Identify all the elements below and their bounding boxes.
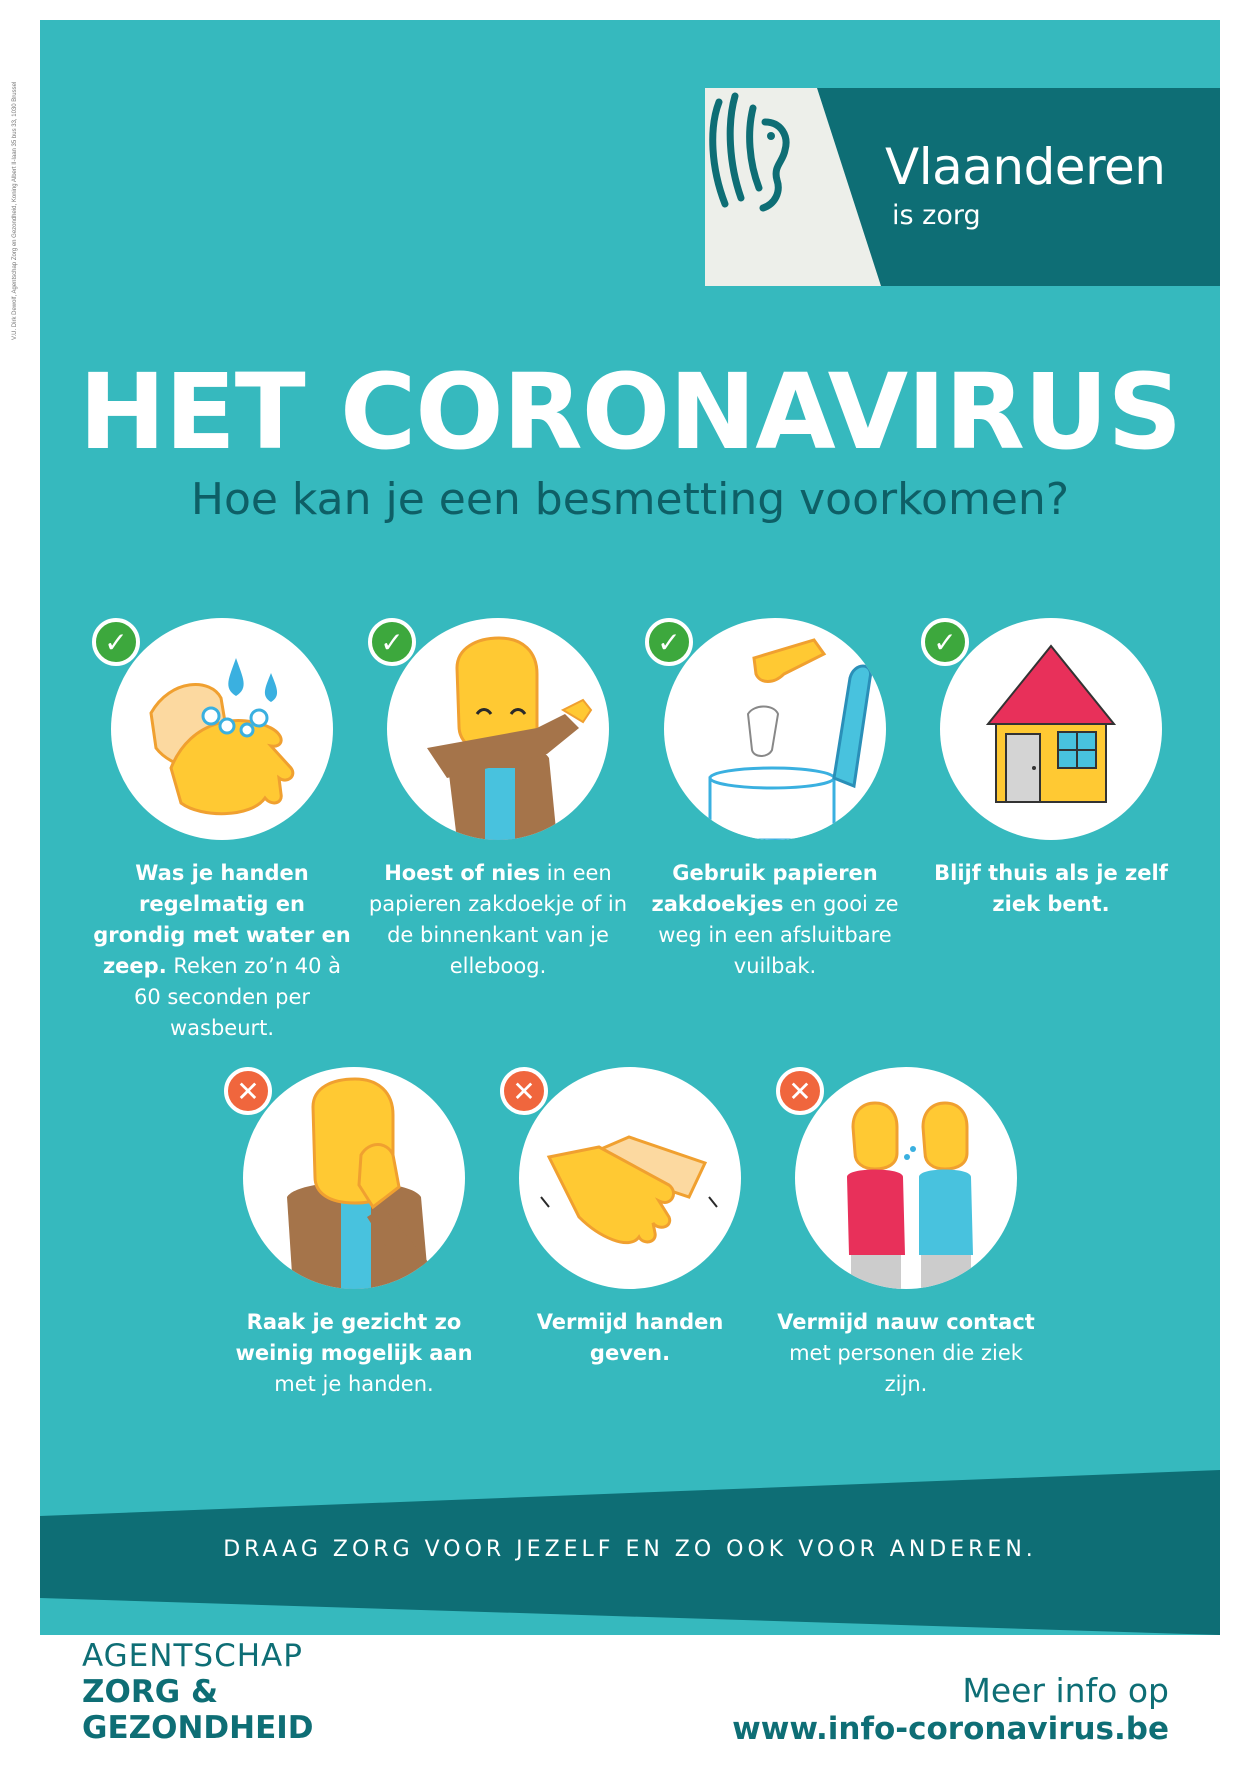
allowed-check-icon: ✓ [368, 618, 416, 666]
tip-text: Gebruik papieren zakdoekjes en gooi ze weg in een afsluitbare vuilbak. [651, 861, 899, 978]
agency-line-1: AGENTSCHAP [82, 1638, 303, 1674]
house-icon [940, 618, 1162, 840]
logo-title: Vlaanderen [885, 138, 1166, 196]
tip-text: Raak je gezicht zo weinig mogelijk aan met je handen. [235, 1310, 473, 1396]
tip-illustration [387, 618, 609, 840]
page-subtitle: Hoe kan je een besmetting voorkomen? [190, 474, 1070, 525]
forbidden-x-icon: ✕ [500, 1067, 548, 1115]
close-contact-icon [795, 1067, 1017, 1289]
tip-text: Vermijd nauw contact met personen die ziek zijn. [777, 1310, 1035, 1396]
allowed-check-icon: ✓ [645, 618, 693, 666]
tip-illustration [519, 1067, 741, 1289]
tip-illustration [243, 1067, 465, 1289]
lion-icon [705, 88, 795, 218]
agency-line-3: GEZONDHEID [82, 1710, 314, 1746]
more-info-url[interactable]: www.info-coronavirus.be [732, 1711, 1169, 1747]
allowed-check-icon: ✓ [92, 618, 140, 666]
more-info [732, 1672, 1169, 1748]
more-info-label: Meer info op [962, 1671, 1169, 1710]
page-title: HET CORONAVIRUS [78, 351, 1182, 473]
tissue-bin-icon [664, 618, 886, 840]
tip-illustration [795, 1067, 1017, 1289]
tip-illustration [940, 618, 1162, 840]
agency-line-2: ZORG & [82, 1674, 218, 1710]
forbidden-x-icon: ✕ [776, 1067, 824, 1115]
tip-text: Blijf thuis als je zelf ziek bent. [934, 861, 1168, 916]
vlaanderen-logo [705, 88, 1220, 286]
slogan-text: DRAAG ZORG VOOR JEZELF EN ZO OOK VOOR ANDEREN. [223, 1537, 1037, 1562]
tip-text: Hoest of nies in een papieren zakdoekje of in de binnenkant van je elleboog. [368, 861, 628, 978]
tip-text: Vermijd handen geven. [536, 1310, 724, 1365]
handshake-icon [519, 1067, 741, 1289]
tip-illustration [111, 618, 333, 840]
hand-washing-icon [111, 618, 333, 840]
touch-face-icon [243, 1067, 465, 1289]
cough-elbow-icon [387, 618, 609, 840]
tip-text: Was je handen regelmatig en grondig met water en zeep. Reken zo’n 40 à 60 seconden per wasbeurt. [93, 861, 351, 1040]
imprint-text: V.U. Dirk Dewolf, Agentschap Zorg en Gezondheid, Koning Albert II-laan 35 bus 33, 1030 Brussel [12, 81, 18, 340]
logo-subtitle: is zorg [892, 200, 981, 231]
tip-illustration [664, 618, 886, 840]
agency-logo [82, 1638, 314, 1746]
forbidden-x-icon: ✕ [224, 1067, 272, 1115]
allowed-check-icon: ✓ [921, 618, 969, 666]
imprint [12, 40, 26, 340]
